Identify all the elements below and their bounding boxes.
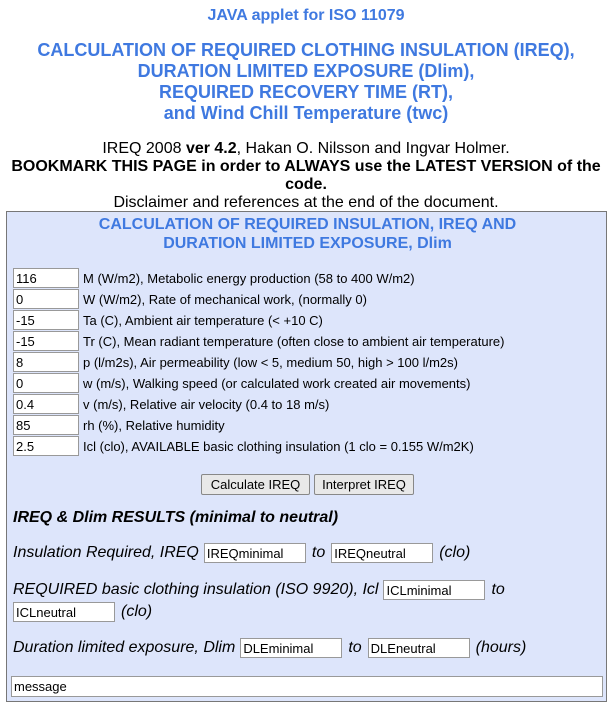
dle-neutral-field[interactable] xyxy=(368,638,470,658)
metabolic-rate-label: M (W/m2), Metabolic energy production (58 to 400 W/m2) xyxy=(83,270,415,286)
clothing-insulation-label: Icl (clo), AVAILABLE basic clothing insulation (1 clo = 0.155 W/m2K) xyxy=(83,438,474,454)
ireq-unit-label: (clo) xyxy=(439,544,471,561)
air-velocity-input[interactable] xyxy=(13,394,79,414)
applet-title: JAVA applet for ISO 11079 xyxy=(207,7,405,24)
input-row-walking xyxy=(13,373,470,393)
air-temperature-label: Ta (C), Ambient air temperature (< +10 C) xyxy=(83,312,323,328)
main-title xyxy=(0,40,612,124)
mechanical-work-label: W (W/m2), Rate of mechanical work, (normally 0) xyxy=(83,291,367,307)
icl-result-row-2 xyxy=(13,602,152,622)
humidity-label: rh (%), Relative humidity xyxy=(83,417,225,433)
humidity-input[interactable] xyxy=(13,415,79,435)
panel-title xyxy=(7,215,608,253)
bookmark-notice: BOOKMARK THIS PAGE in order to ALWAYS use the LATEST VERSION of the code. xyxy=(11,158,601,193)
ireq-to-label: to xyxy=(311,544,326,561)
main-title-line-3: REQUIRED RECOVERY TIME (RT), xyxy=(158,82,454,102)
version-authors: , Hakan O. Nilsson and Ingvar Holmer. xyxy=(236,140,510,157)
panel-title-line-2: DURATION LIMITED EXPOSURE, Dlim xyxy=(163,235,452,252)
input-row-metabolic xyxy=(13,268,415,288)
results-title: IREQ & Dlim RESULTS (minimal to neutral) xyxy=(13,509,339,526)
calculate-ireq-button[interactable]: Calculate IREQ xyxy=(201,474,310,495)
radiant-temperature-label: Tr (C), Mean radiant temperature (often close to ambient air temperature) xyxy=(83,333,505,349)
radiant-temperature-input[interactable] xyxy=(13,331,79,351)
interpret-ireq-button[interactable]: Interpret IREQ xyxy=(314,474,414,495)
metabolic-rate-input[interactable] xyxy=(13,268,79,288)
mechanical-work-input[interactable] xyxy=(13,289,79,309)
ireq-label: Insulation Required, IREQ xyxy=(13,544,199,561)
input-row-radiant-temp xyxy=(13,331,504,351)
calculation-panel xyxy=(6,211,607,702)
main-title-line-1: CALCULATION OF REQUIRED CLOTHING INSULATION (IREQ), xyxy=(37,40,575,60)
disclaimer-text: Disclaimer and references at the end of the document. xyxy=(113,194,499,211)
air-permeability-label: p (l/m2s), Air permeability (low < 5, medium 50, high > 100 l/m2s) xyxy=(83,354,458,370)
input-row-air-temp xyxy=(13,310,323,330)
input-row-velocity xyxy=(13,394,329,414)
panel-title-line-1: CALCULATION OF REQUIRED INSULATION, IREQ AND xyxy=(98,216,517,233)
air-permeability-input[interactable] xyxy=(13,352,79,372)
input-row-humidity xyxy=(13,415,225,435)
icl-to-label: to xyxy=(491,581,505,598)
icl-minimal-field[interactable] xyxy=(383,580,485,600)
version-number: ver 4.2 xyxy=(185,140,237,157)
dle-minimal-field[interactable] xyxy=(240,638,342,658)
icl-label: REQUIRED basic clothing insulation (ISO 9920), Icl xyxy=(13,581,379,598)
ireq-minimal-field[interactable] xyxy=(204,543,306,563)
air-temperature-input[interactable] xyxy=(13,310,79,330)
walking-speed-label: w (m/s), Walking speed (or calculated work created air movements) xyxy=(83,375,471,391)
version-prefix: IREQ 2008 xyxy=(102,140,186,157)
version-line xyxy=(0,140,612,158)
input-row-clothing xyxy=(13,436,474,456)
walking-speed-input[interactable] xyxy=(13,373,79,393)
dlim-result-row xyxy=(13,638,526,658)
dlim-to-label: to xyxy=(348,639,362,656)
icl-neutral-field[interactable] xyxy=(13,602,115,622)
dlim-label: Duration limited exposure, Dlim xyxy=(13,639,236,656)
ireq-result-row xyxy=(13,543,470,563)
icl-result-row xyxy=(13,580,505,600)
main-title-line-4: and Wind Chill Temperature (twc) xyxy=(163,103,449,123)
main-title-line-2: DURATION LIMITED EXPOSURE (Dlim), xyxy=(137,61,475,81)
ireq-neutral-field[interactable] xyxy=(331,543,433,563)
input-row-work xyxy=(13,289,367,309)
input-row-permeability xyxy=(13,352,458,372)
message-field[interactable] xyxy=(11,676,603,697)
air-velocity-label: v (m/s), Relative air velocity (0.4 to 18 m/s) xyxy=(83,396,330,412)
dlim-unit-label: (hours) xyxy=(475,639,527,656)
icl-unit-label: (clo) xyxy=(121,603,153,620)
clothing-insulation-input[interactable] xyxy=(13,436,79,456)
